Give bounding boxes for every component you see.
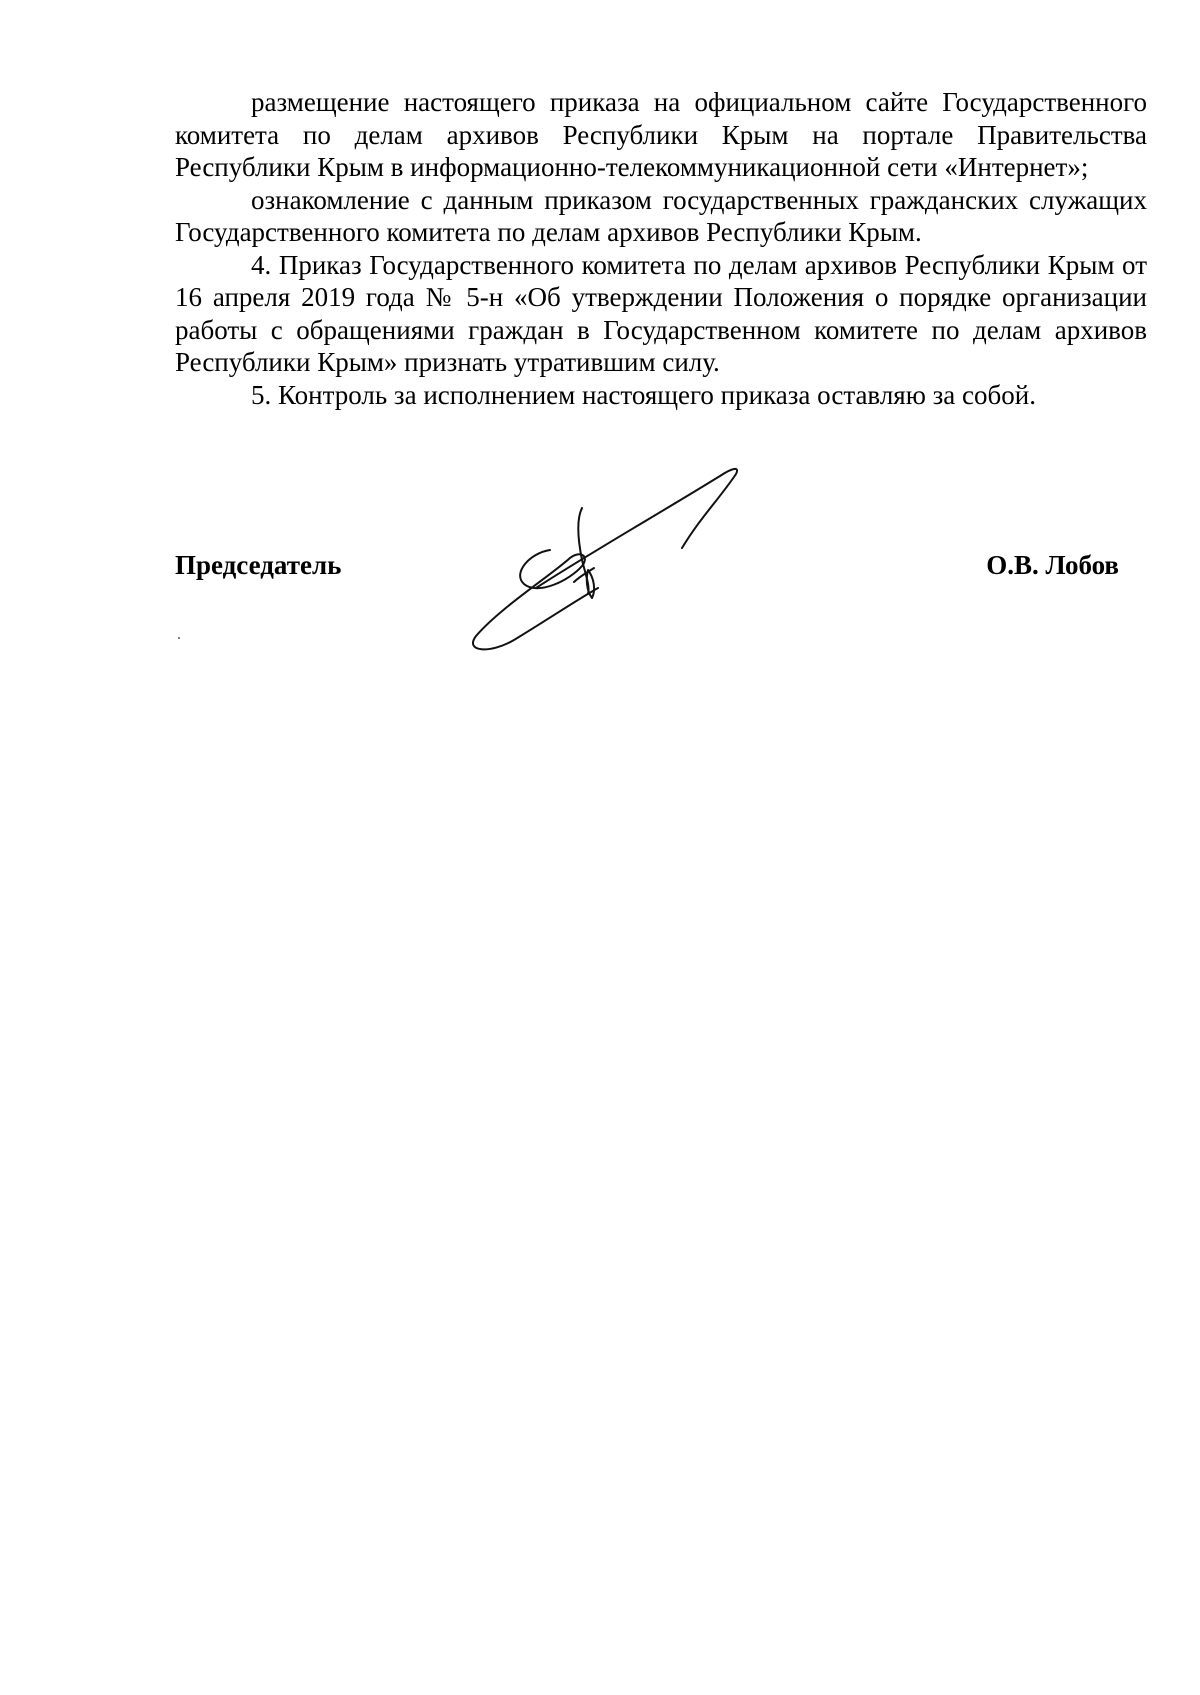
scan-speck bbox=[178, 637, 180, 639]
document-body bbox=[175, 86, 1147, 411]
paragraph-item-5: 5. Контроль за исполнением настоящего приказа оставляю за собой. bbox=[251, 379, 1036, 410]
signer-position: Председатель bbox=[175, 550, 342, 580]
paragraph-publication: размещение настоящего приказа на официальном сайте Государственного комитета по делам архивов Республики Крым на портале Правительства Республики Крым в информационно-телекоммуникационной сети «Интернет»; bbox=[175, 87, 1147, 182]
paragraph-item-4: 4. Приказ Государственного комитета по делам архивов Республики Крым от 16 апреля 2019 года № 5-н «Об утверждении Положения о порядке организации работы с обращениями граждан в Государственном комитете по делам архивов Республики Крым» признать утратившим силу. bbox=[175, 249, 1147, 377]
signer-name: О.В. Лобов bbox=[986, 550, 1119, 580]
handwritten-signature-icon bbox=[470, 458, 790, 658]
paragraph-familiarization: ознакомление с данным приказом государственных гражданских служащих Государственного комитета по делам архивов Республики Крым. bbox=[175, 184, 1147, 247]
